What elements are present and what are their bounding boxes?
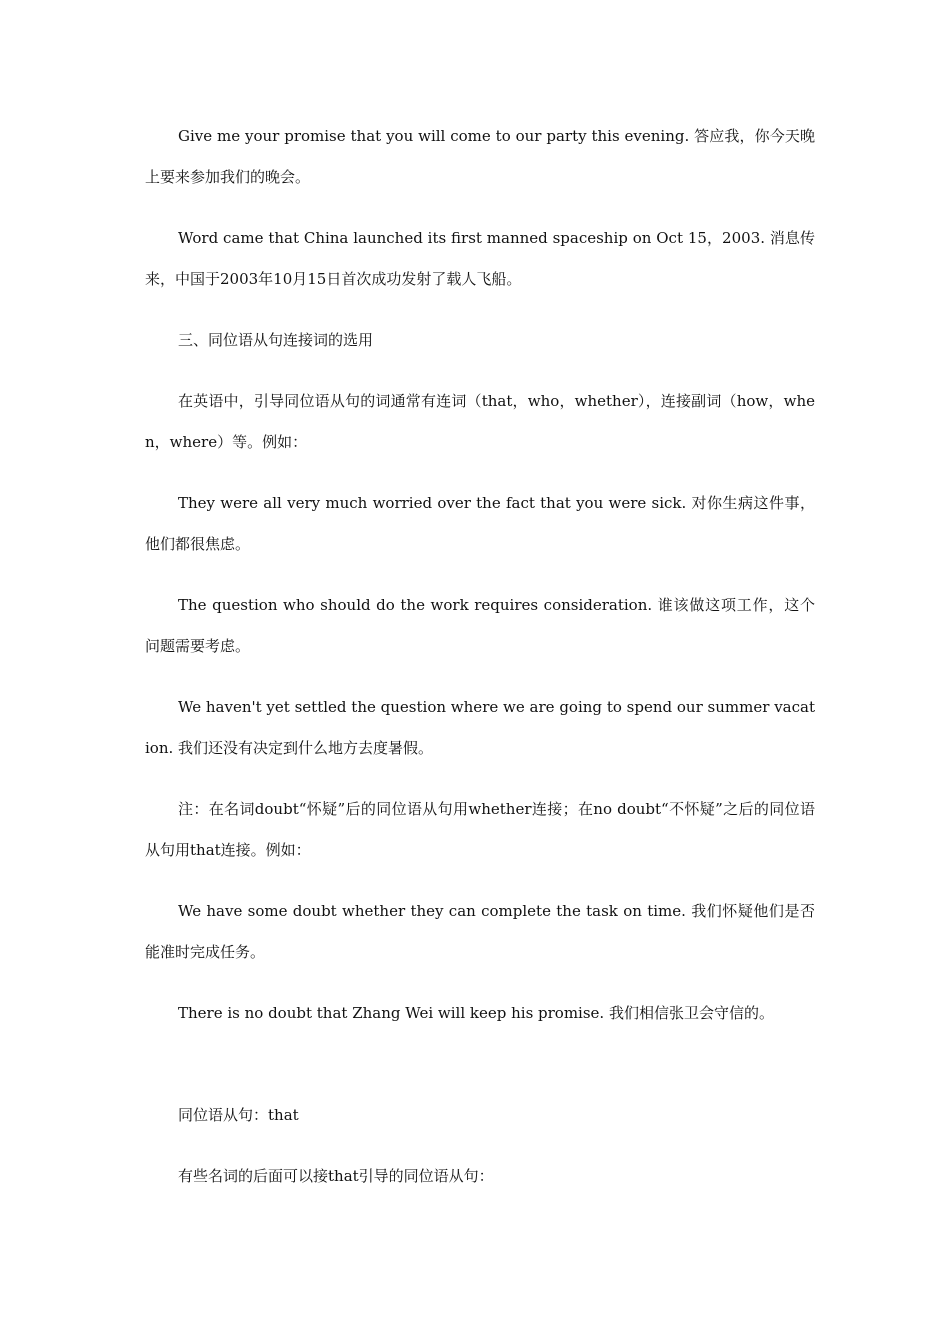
section-heading: 三、同位语从句连接词的选用 [178,331,374,349]
paragraph-note-doubt: 注：在名词doubt“怀疑”后的同位语从句用whether连接；在no doubt“不怀疑”之后的同位语从句用that连接。例如： [145,800,815,859]
paragraph-fact-example: They were all very much worried over the fact that you were sick. 对你生病这件事，他们都很焦虑。 [145,494,815,553]
paragraph-promise-example: Give me your promise that you will come to our party this evening. 答应我，你今天晚上要来参加我们的晚会。 [145,127,815,186]
paragraph-spaceship-example: Word came that China launched its first manned spaceship on Oct 15，2003. 消息传来，中国于2003年10月15日首次成功发射了载人飞船。 [145,229,815,288]
paragraph-question-who-example: The question who should do the work requires consideration. 谁该做这项工作，这个问题需要考虑。 [145,596,815,655]
paragraph-connectors-intro: 在英语中，引导同位语从句的词通常有连词（that，who，whether），连接副词（how，when，where）等。例如： [145,392,815,451]
subheading-that: 同位语从句：that [178,1106,299,1124]
paragraph-that-intro: 有些名词的后面可以接that引导的同位语从句： [178,1167,494,1185]
paragraph-no-doubt-example: There is no doubt that Zhang Wei will keep his promise. 我们相信张卫会守信的。 [178,1004,774,1022]
paragraph-question-where-example: We haven't yet settled the question where we are going to spend our summer vacation. 我们还没有决定到什么地方去度暑假。 [145,698,815,757]
paragraph-doubt-whether-example: We have some doubt whether they can complete the task on time. 我们怀疑他们是否能准时完成任务。 [145,902,815,961]
